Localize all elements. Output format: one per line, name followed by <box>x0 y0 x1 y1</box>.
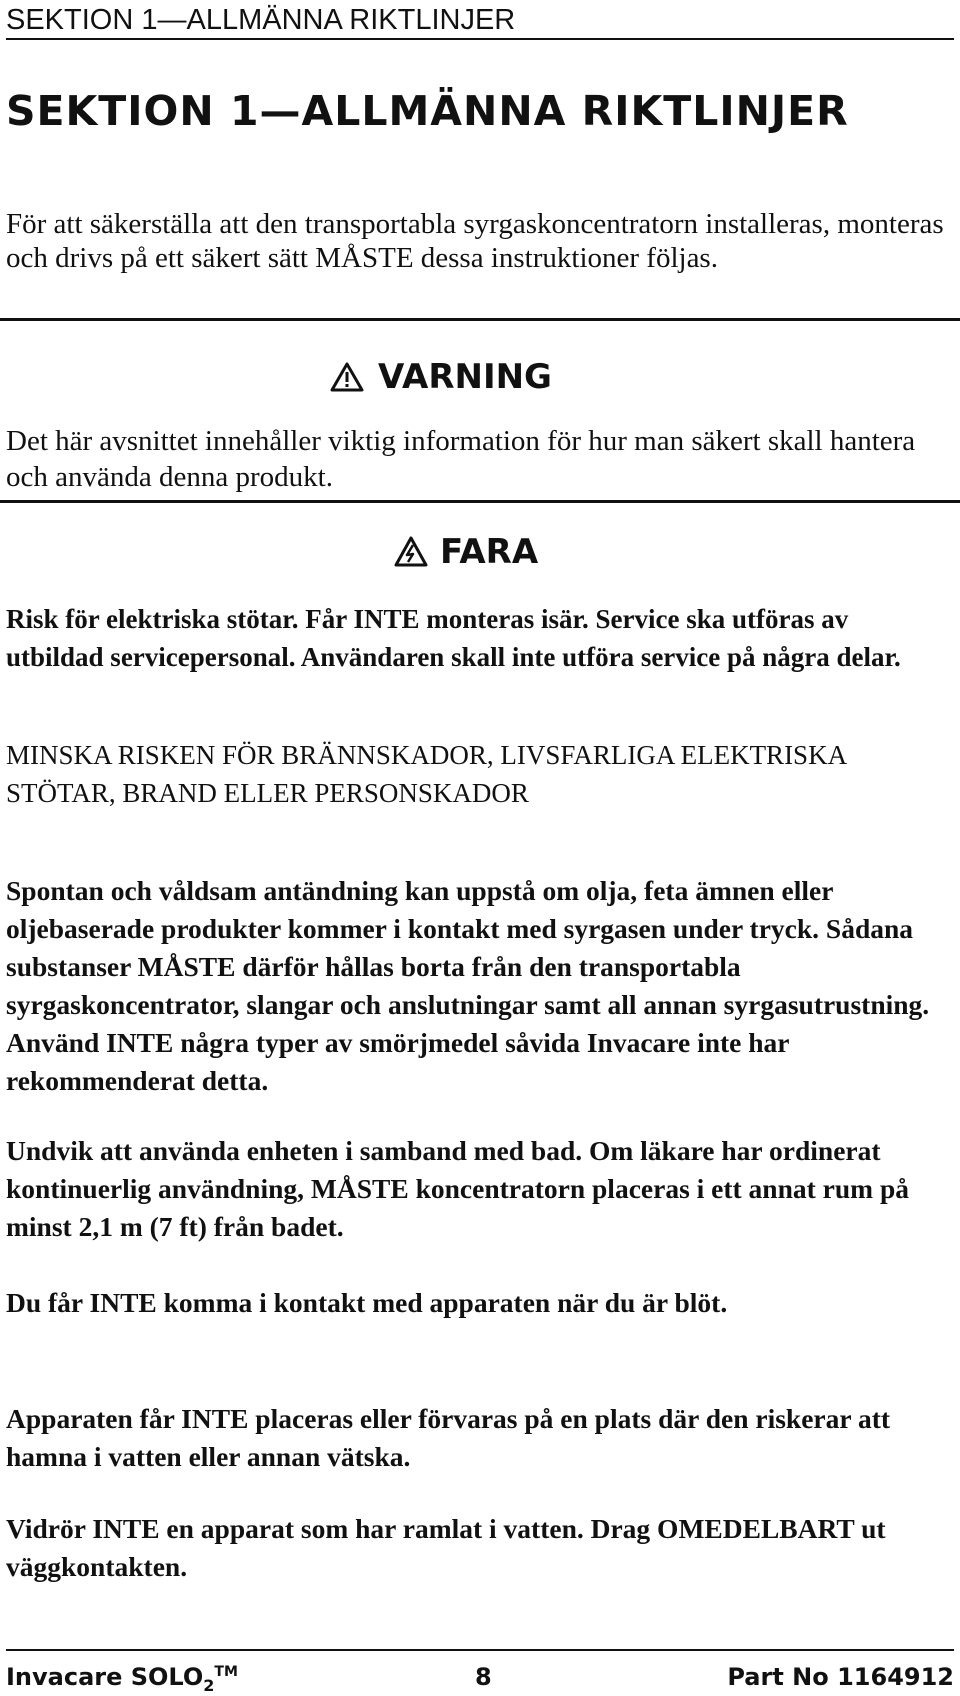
body-paragraph: Apparaten får INTE placeras eller förvaras på en plats där den riskerar att hamna i vatten eller annan vätska. <box>6 1403 891 1472</box>
page-number: 8 <box>475 1663 492 1691</box>
body-paragraph: Du får INTE komma i kontakt med apparaten när du är blöt. <box>6 1287 728 1318</box>
body-paragraph: Spontan och våldsam antändning kan uppstå om olja, feta ämnen eller oljebaserade produkter kommer i kontakt med syrgasen under tryck. Sådana substanser MÅSTE därför hållas borta från den transportabla syrgaskoncentrator, slangar och anslutningar samt all annan syrgasutrustning. Använd INTE några typer av smörjmedel såvida Invacare inte har rekommenderat detta. <box>6 875 930 1096</box>
body-paragraph: Vidrör INTE en apparat som har ramlat i vatten. Drag OMEDELBART ut väggkontakten. <box>6 1513 886 1582</box>
page-footer <box>6 1649 954 1696</box>
part-number: Part No 1164912 <box>727 1663 954 1691</box>
warning-text: Det här avsnittet innehåller viktig information för hur man säkert skall hantera och använda denna produkt. <box>6 425 916 493</box>
electric-hazard-icon <box>394 536 428 568</box>
warning-triangle-icon <box>330 362 364 392</box>
footer-brand: Invacare $SOLO_2™$ <box>6 1663 238 1695</box>
divider <box>0 318 960 321</box>
caps-heading: MINSKA RISKEN FÖR BRÄNNSKADOR, LIVSFARLIGA ELEKTRISKA STÖTAR, BRAND ELLER PERSONSKADOR <box>6 740 846 808</box>
danger-heading <box>394 532 538 572</box>
body-paragraph: Undvik att använda enheten i samband med bad. Om läkare har ordinerat kontinuerlig användning, MÅSTE koncentratorn placeras i ett annat rum på minst 2,1 m (7 ft) från badet. <box>6 1135 910 1242</box>
danger-text: Risk för elektriska stötar. Får INTE monteras isär. Service ska utföras av utbildad servicepersonal. Användaren skall inte utföra service på några delar. <box>6 604 901 672</box>
intro-paragraph: För att säkerställa att den transportabla syrgaskoncentratorn installeras, monteras och drivs på ett säkert sätt MÅSTE dessa instruktioner följas. <box>6 208 944 274</box>
section-title: SEKTION 1—ALLMÄNNA RIKTLINJER <box>6 87 849 135</box>
running-header: SEKTION 1—ALLMÄNNA RIKTLINJER <box>6 2 954 40</box>
danger-title: FARA <box>440 532 539 572</box>
warning-title: VARNING <box>378 357 552 397</box>
divider <box>0 500 960 503</box>
warning-heading <box>330 357 552 397</box>
